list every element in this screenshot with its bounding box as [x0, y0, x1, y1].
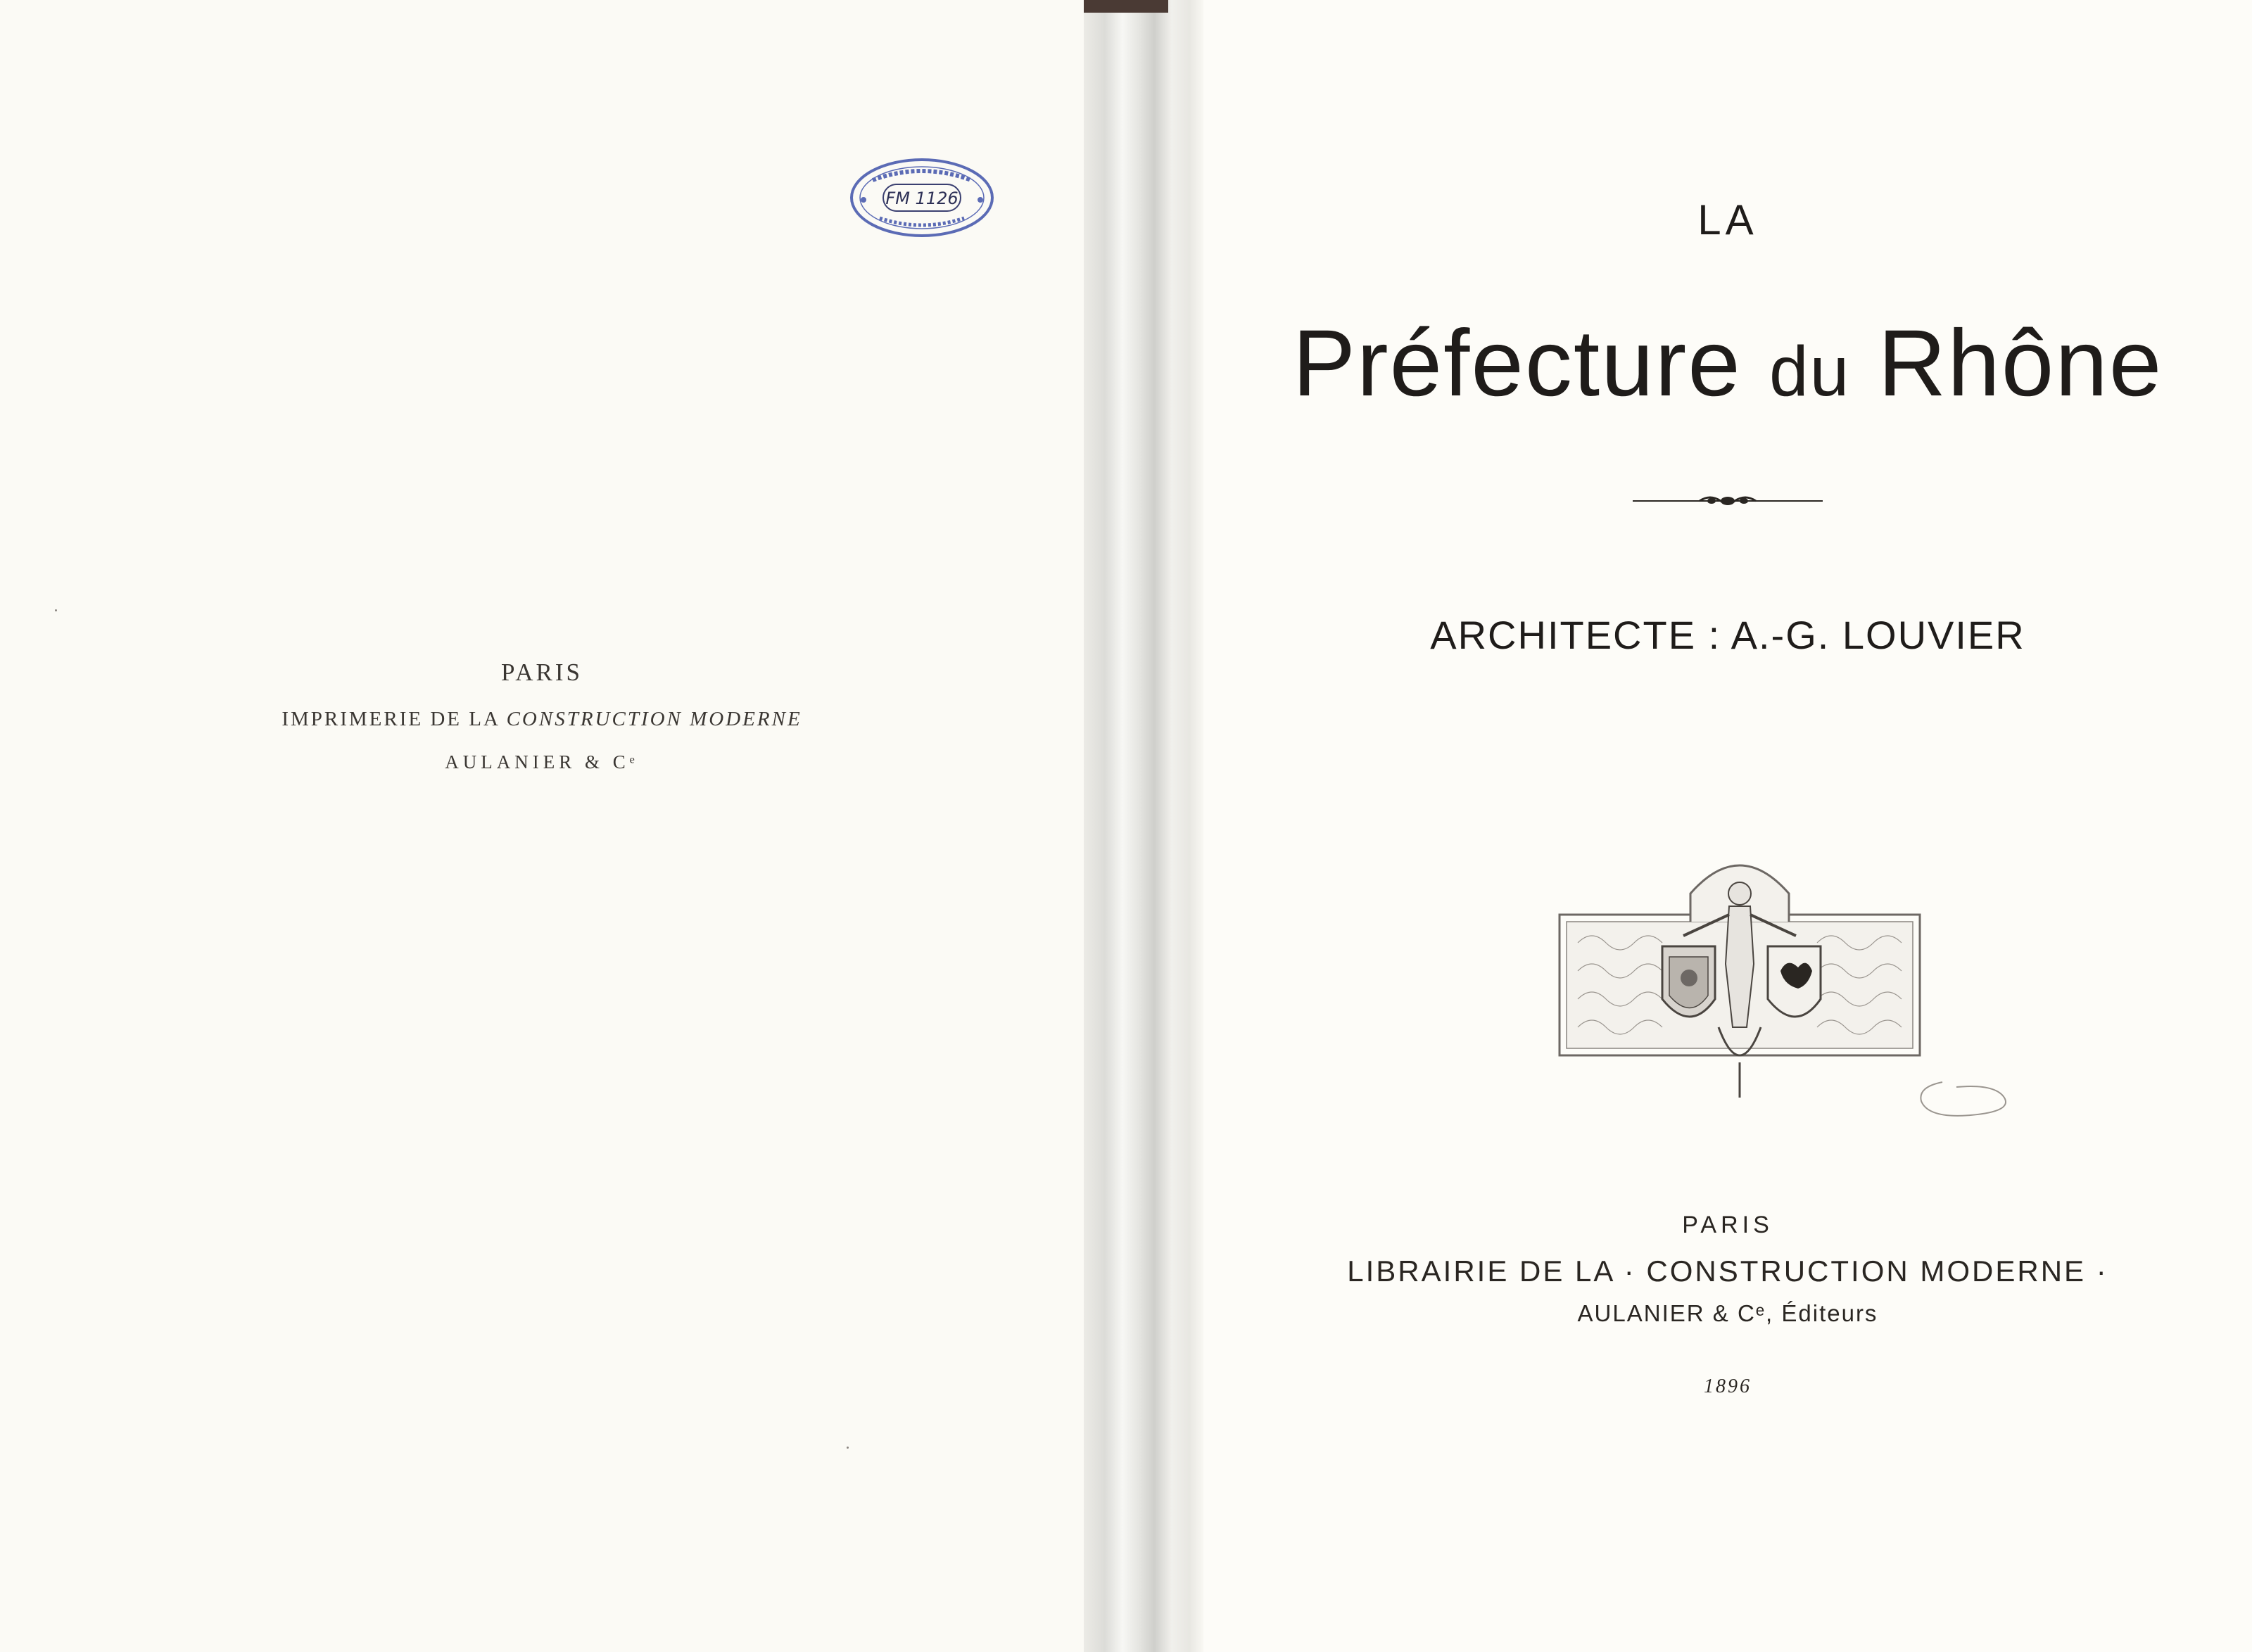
pencil-mark-icon — [1914, 1076, 2020, 1126]
paper-speck — [55, 609, 57, 611]
right-page — [1203, 0, 2252, 1652]
paper-speck — [847, 1447, 849, 1449]
title-word-prefecture: Préfecture — [1292, 311, 1742, 416]
coat-of-arms-vignette-icon — [1557, 851, 1923, 1112]
imprint-publisher: AULANIER & Cᵉ — [445, 751, 639, 773]
publisher-name: LIBRAIRIE DE LA · CONSTRUCTION MODERNE · — [1347, 1254, 2108, 1288]
architect-credit: ARCHITECTE : A.-G. LOUVIER — [1430, 613, 2025, 657]
book-gutter — [1084, 0, 1203, 1652]
book-title — [1203, 310, 2252, 417]
publisher-editors: AULANIER & Cᵉ, Éditeurs — [1577, 1300, 1878, 1326]
title-word-du: du — [1769, 332, 1851, 411]
title-divider-ornament-icon — [1633, 493, 1823, 509]
left-page — [0, 0, 1084, 1652]
title-article: LA — [1697, 196, 1758, 243]
title-word-rhone: Rhône — [1878, 311, 2163, 416]
stamp-number: FM 1126 — [885, 189, 959, 208]
library-stamp-icon — [848, 156, 996, 239]
publication-year: 1896 — [1704, 1375, 1752, 1397]
imprint-printer-italic: CONSTRUCTION MODERNE — [506, 708, 802, 730]
imprint-printer — [0, 708, 1084, 731]
binding-edge — [1084, 0, 1168, 13]
publisher-city: PARIS — [1682, 1212, 1773, 1238]
imprint-city: PARIS — [501, 659, 583, 686]
imprint-printer-prefix: IMPRIMERIE DE LA — [282, 708, 500, 730]
